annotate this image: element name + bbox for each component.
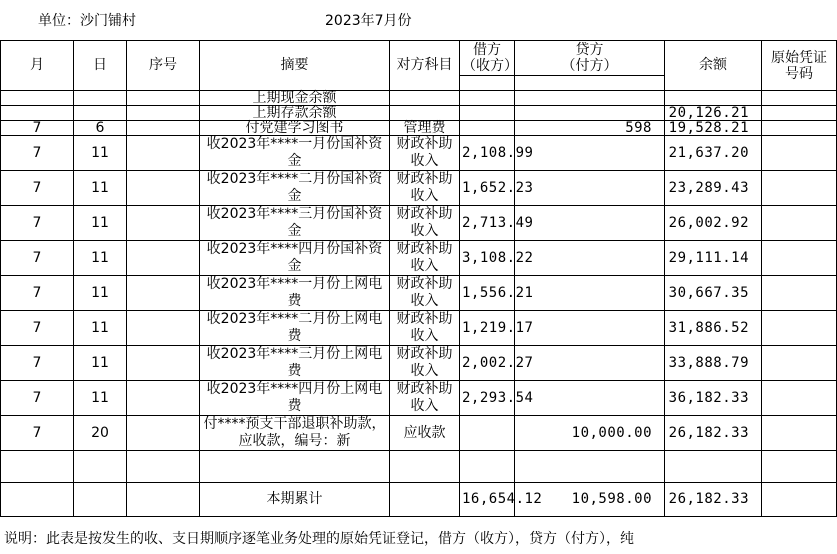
table-row xyxy=(1,206,837,241)
col-seq: 序号 xyxy=(127,41,200,91)
cell-balance: 33,888.79 xyxy=(665,346,762,381)
cell-seq xyxy=(127,91,200,106)
cell-debit: 3,108.22 xyxy=(460,241,515,276)
col-debit: 借方 （收方） xyxy=(460,41,515,76)
col-day: 日 xyxy=(74,41,127,91)
cell-day: 11 xyxy=(74,381,127,416)
cell-day: 20 xyxy=(74,416,127,451)
cell-voucher xyxy=(762,381,837,416)
table-row xyxy=(1,241,837,276)
table-row xyxy=(1,121,837,136)
table-row xyxy=(1,171,837,206)
cell-seq xyxy=(127,206,200,241)
cell-balance xyxy=(665,91,762,106)
cell-account: 财政补助收入 xyxy=(390,381,460,416)
cell-account xyxy=(390,91,460,106)
cell-debit xyxy=(460,416,515,451)
cell-month xyxy=(1,91,74,106)
cell-month: 7 xyxy=(1,206,74,241)
col-summary: 摘要 xyxy=(200,41,390,91)
cell-summary: 收2023年****二月份上网电费 xyxy=(200,311,390,346)
cell-voucher xyxy=(762,136,837,171)
cell-debit: 2,108.99 xyxy=(460,136,515,171)
cell-seq xyxy=(127,171,200,206)
cell-account: 财政补助收入 xyxy=(390,241,460,276)
header-sub-credit xyxy=(515,76,665,91)
cell-debit xyxy=(460,121,515,136)
cell-summary: 上期存款余额 xyxy=(200,106,390,121)
total-row xyxy=(1,483,837,517)
cell-balance: 29,111.14 xyxy=(665,241,762,276)
cell-voucher xyxy=(762,91,837,106)
cell-account: 财政补助收入 xyxy=(390,206,460,241)
table-row xyxy=(1,311,837,346)
cell-day: 11 xyxy=(74,311,127,346)
cell-balance: 20,126.21 xyxy=(665,106,762,121)
cell-credit xyxy=(515,91,665,106)
cell-month: 7 xyxy=(1,276,74,311)
table-row xyxy=(1,346,837,381)
cell-month: 7 xyxy=(1,346,74,381)
cell-credit xyxy=(515,171,665,206)
cell-month: 7 xyxy=(1,121,74,136)
col-credit: 贷方 （付方） xyxy=(515,41,665,76)
table-row xyxy=(1,416,837,451)
table-row xyxy=(1,381,837,416)
cell-credit: 598 xyxy=(515,121,665,136)
cell-summary: 收2023年****一月份上网电费 xyxy=(200,276,390,311)
total-balance: 26,182.33 xyxy=(665,483,762,517)
cell-credit xyxy=(515,276,665,311)
cell-account: 财政补助收入 xyxy=(390,311,460,346)
col-month: 月 xyxy=(1,41,74,91)
table-row xyxy=(1,136,837,171)
cell-debit xyxy=(460,106,515,121)
total-label: 本期累计 xyxy=(200,483,390,517)
cell-debit xyxy=(460,91,515,106)
cell-debit: 1,556.21 xyxy=(460,276,515,311)
table-row xyxy=(1,91,837,106)
cell-credit xyxy=(515,311,665,346)
header-sub-debit xyxy=(460,76,515,91)
cell-summary: 收2023年****四月份国补资金 xyxy=(200,241,390,276)
cell-seq xyxy=(127,121,200,136)
col-voucher: 原始凭证 号码 xyxy=(762,41,837,91)
table-row xyxy=(1,106,837,121)
cell-voucher xyxy=(762,276,837,311)
cell-seq xyxy=(127,276,200,311)
unit-label: 单位：沙门铺村 xyxy=(38,13,136,29)
blank-row xyxy=(1,451,837,483)
period-label: 2023年7月份 xyxy=(325,13,412,29)
cell-month: 7 xyxy=(1,381,74,416)
cell-day xyxy=(74,91,127,106)
cell-day xyxy=(74,106,127,121)
cell-account: 财政补助收入 xyxy=(390,171,460,206)
cell-month: 7 xyxy=(1,171,74,206)
cell-balance: 19,528.21 xyxy=(665,121,762,136)
cell-debit: 1,219.17 xyxy=(460,311,515,346)
col-balance: 余额 xyxy=(665,41,762,91)
cell-account: 应收款 xyxy=(390,416,460,451)
cell-summary: 收2023年****四月份上网电费 xyxy=(200,381,390,416)
cell-summary: 收2023年****一月份国补资金 xyxy=(200,136,390,171)
cell-day: 11 xyxy=(74,136,127,171)
cell-day: 11 xyxy=(74,346,127,381)
header-row xyxy=(1,41,837,76)
cell-summary: 付****预支干部退职补助款，应收款，编号：新 xyxy=(200,416,390,451)
cell-day: 6 xyxy=(74,121,127,136)
cell-seq xyxy=(127,136,200,171)
cell-credit xyxy=(515,346,665,381)
cell-voucher xyxy=(762,121,837,136)
cell-balance: 23,289.43 xyxy=(665,171,762,206)
cell-balance: 31,886.52 xyxy=(665,311,762,346)
cell-month xyxy=(1,106,74,121)
cell-credit xyxy=(515,241,665,276)
cell-month: 7 xyxy=(1,136,74,171)
cell-voucher xyxy=(762,416,837,451)
cell-account: 管理费 xyxy=(390,121,460,136)
cell-summary: 上期现金余额 xyxy=(200,91,390,106)
cell-month: 7 xyxy=(1,241,74,276)
cell-credit xyxy=(515,206,665,241)
cell-debit: 2,293.54 xyxy=(460,381,515,416)
ledger-body xyxy=(1,91,837,451)
cell-day: 11 xyxy=(74,241,127,276)
cell-day: 11 xyxy=(74,276,127,311)
cell-balance: 30,667.35 xyxy=(665,276,762,311)
cell-summary: 付党建学习图书 xyxy=(200,121,390,136)
cell-day: 11 xyxy=(74,171,127,206)
cell-day: 11 xyxy=(74,206,127,241)
cell-credit xyxy=(515,381,665,416)
cell-balance: 26,002.92 xyxy=(665,206,762,241)
cell-seq xyxy=(127,416,200,451)
cell-month: 7 xyxy=(1,311,74,346)
footnote: 说明：此表是按发生的收、支日期顺序逐笔业务处理的原始凭证登记，借方（收方），贷方（付方），纯 xyxy=(4,531,634,547)
total-credit: 10,598.00 xyxy=(515,483,665,517)
cell-debit: 2,002.27 xyxy=(460,346,515,381)
cell-seq xyxy=(127,106,200,121)
cell-summary: 收2023年****三月份国补资金 xyxy=(200,206,390,241)
cell-month: 7 xyxy=(1,416,74,451)
cell-account: 财政补助收入 xyxy=(390,346,460,381)
cell-voucher xyxy=(762,206,837,241)
cell-balance: 36,182.33 xyxy=(665,381,762,416)
cell-seq xyxy=(127,381,200,416)
cell-voucher xyxy=(762,346,837,381)
table-row xyxy=(1,276,837,311)
cell-account: 财政补助收入 xyxy=(390,136,460,171)
cell-credit xyxy=(515,106,665,121)
cell-balance: 21,637.20 xyxy=(665,136,762,171)
cell-seq xyxy=(127,241,200,276)
cell-account: 财政补助收入 xyxy=(390,276,460,311)
cell-seq xyxy=(127,346,200,381)
cell-credit: 10,000.00 xyxy=(515,416,665,451)
cell-voucher xyxy=(762,171,837,206)
total-debit: 16,654.12 xyxy=(460,483,515,517)
cell-summary: 收2023年****三月份上网电费 xyxy=(200,346,390,381)
cell-voucher xyxy=(762,241,837,276)
ledger-table xyxy=(0,40,837,517)
cell-seq xyxy=(127,311,200,346)
cell-credit xyxy=(515,136,665,171)
cell-account xyxy=(390,106,460,121)
cell-debit: 1,652.23 xyxy=(460,171,515,206)
col-account: 对方科目 xyxy=(390,41,460,91)
cell-voucher xyxy=(762,311,837,346)
cell-voucher xyxy=(762,106,837,121)
cell-balance: 26,182.33 xyxy=(665,416,762,451)
cell-summary: 收2023年****二月份国补资金 xyxy=(200,171,390,206)
cell-debit: 2,713.49 xyxy=(460,206,515,241)
